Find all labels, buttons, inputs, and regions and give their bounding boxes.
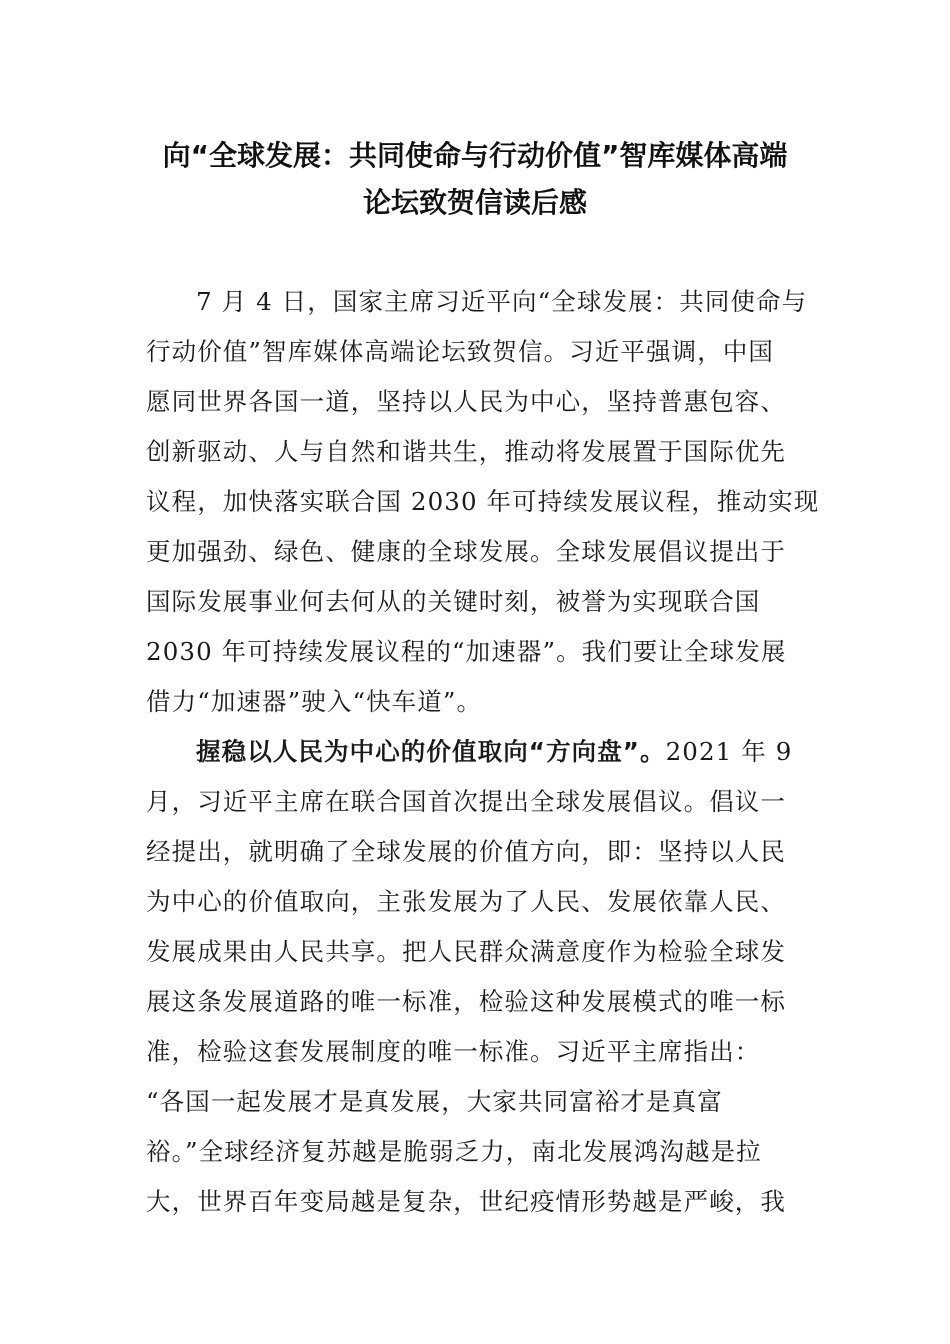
paragraph-line: “各国一起发展才是真发展，大家共同富裕才是真富 [146, 1087, 723, 1116]
paragraph-line: 准，检验这套发展制度的唯一标准。习近平主席指出： [146, 1037, 761, 1066]
paragraph-line: 愿同世界各国一道，坚持以人民为中心，坚持普惠包容、 [146, 387, 786, 416]
paragraph-line: 月，习近平主席在联合国首次提出全球发展倡议。倡议一 [146, 787, 786, 816]
paragraph-line: 2030 年可持续发展议程的“加速器”。我们要让全球发展 [146, 637, 787, 666]
paragraph-line: 展这条发展道路的唯一标准，检验这种发展模式的唯一标 [146, 987, 786, 1016]
paragraph-line: 国际发展事业何去何从的关键时刻，被誉为实现联合国 [146, 587, 761, 616]
paragraph-line: 创新驱动、人与自然和谐共生，推动将发展置于国际优先 [146, 437, 786, 466]
paragraph-line: 经提出，就明确了全球发展的价值方向，即：坚持以人民 [146, 837, 786, 866]
document-title [120, 132, 830, 226]
paragraph-line: 大，世界百年变局越是复杂，世纪疫情形势越是严峻，我 [146, 1187, 786, 1216]
paragraph-line [146, 730, 806, 780]
title-line-2: 论坛致贺信读后感 [362, 186, 587, 219]
paragraph-2 [146, 730, 806, 1230]
paragraph-line: 更加强劲、绿色、健康的全球发展。全球发展倡议提出于 [146, 537, 786, 566]
paragraph-line: 借力“加速器”驶入“快车道”。 [146, 687, 483, 716]
paragraph-line: 裕。”全球经济复苏越是脆弱乏力，南北发展鸿沟越是拉 [146, 1137, 762, 1166]
paragraph-line: 议程，加快落实联合国 2030 年可持续发展议程，推动实现 [146, 487, 820, 516]
paragraph-line: 为中心的价值取向，主张发展为了人民、发展依靠人民、 [146, 887, 786, 916]
paragraph-line: 行动价值”智库媒体高端论坛致贺信。习近平强调，中国 [146, 337, 775, 366]
paragraph-line: 发展成果由人民共享。把人民群众满意度作为检验全球发 [146, 937, 786, 966]
title-line-1: 向“全球发展：共同使命与行动价值”智库媒体高端 [162, 139, 788, 172]
section-heading: 握稳以人民为中心的价值取向“方向盘”。 [196, 737, 666, 766]
paragraph-1 [146, 280, 820, 730]
paragraph-line: 7 月 4 日，国家主席习近平向“全球发展：共同使命与 [196, 287, 808, 316]
document-body [146, 280, 820, 1230]
heading-trailing-text: 2021 年 9 [665, 737, 793, 766]
